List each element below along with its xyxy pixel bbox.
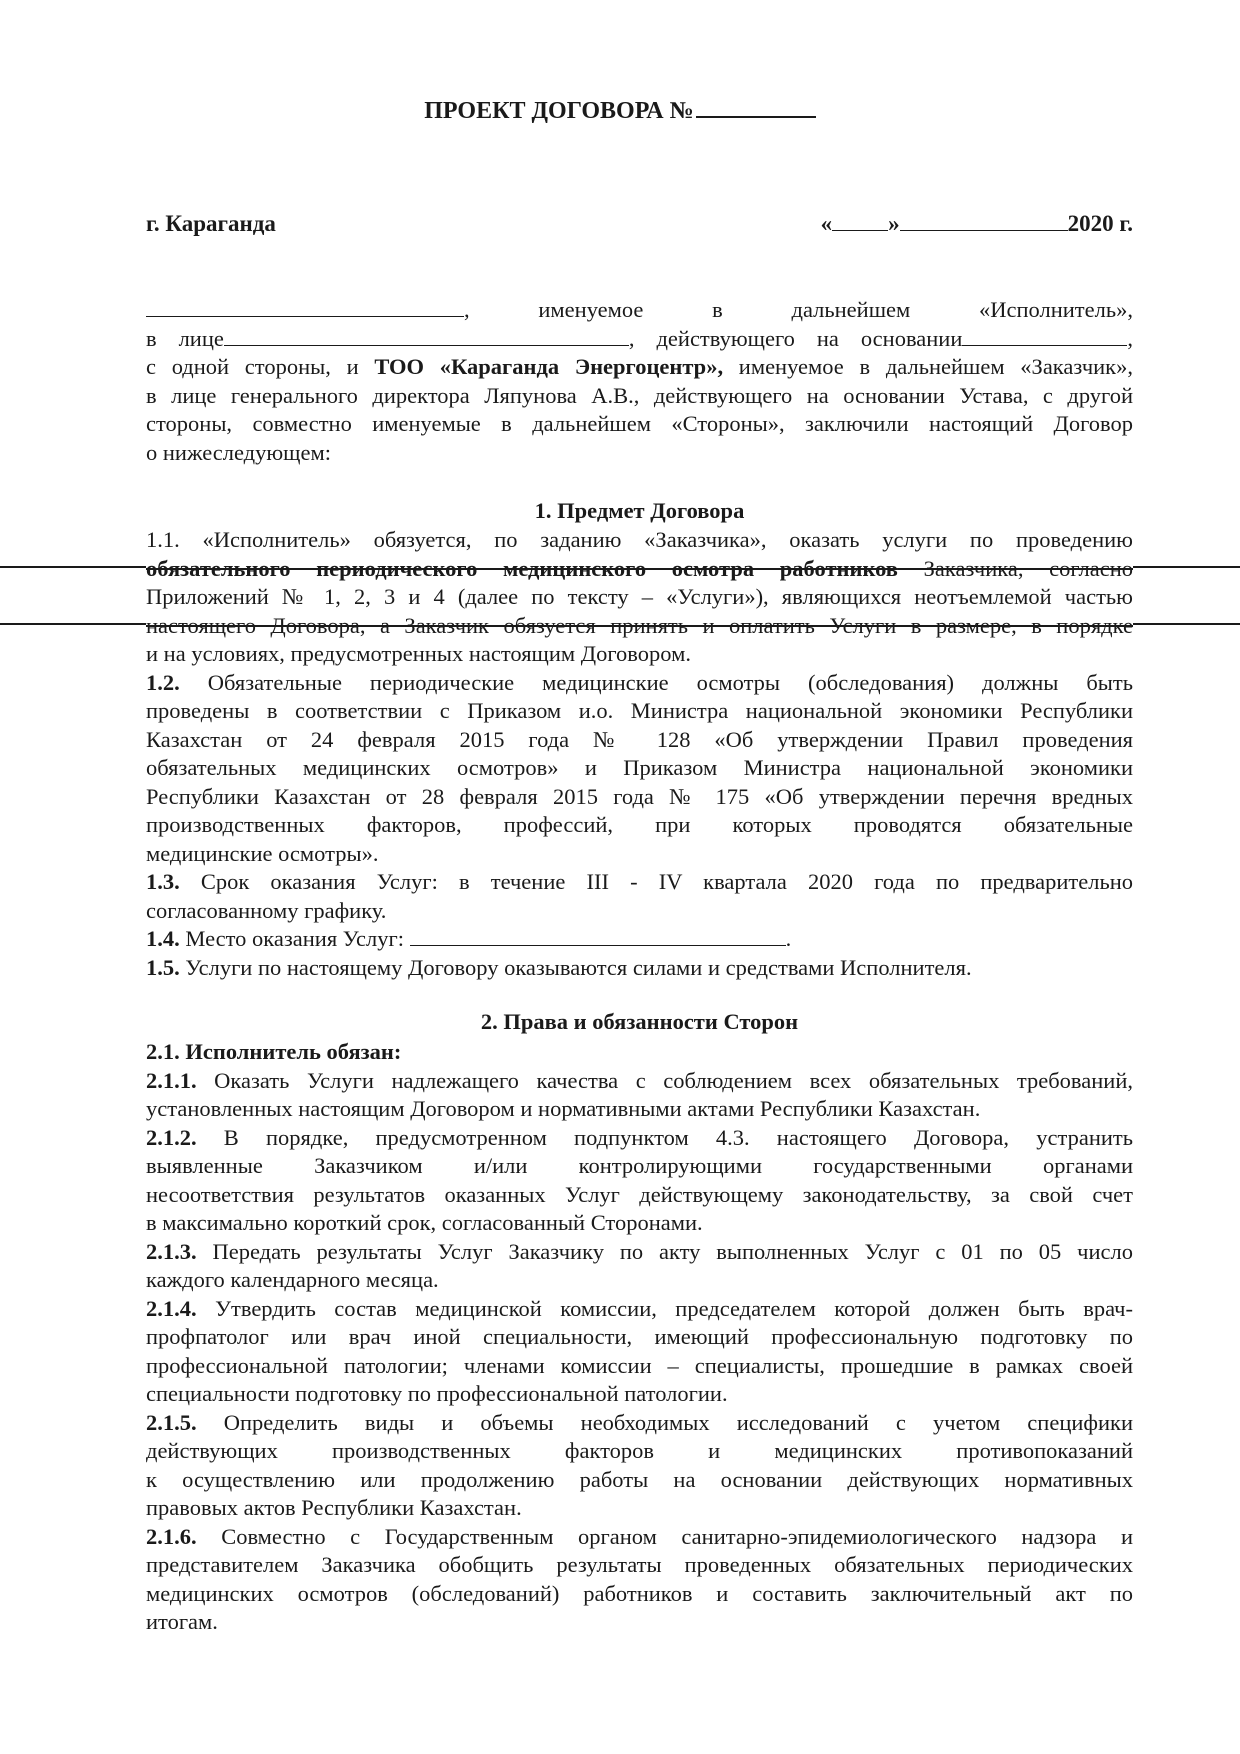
clause-2-1-3-line: каждого календарного месяца. [146, 1267, 439, 1292]
clause-2-1-6-line: представителем Заказчика обобщить результаты проведенных обязательных периодических [146, 1552, 1133, 1577]
preamble-text: , именуемое в дальнейшем «Исполнитель», [464, 297, 1133, 322]
clause-2-1-1-line: установленных настоящим Договором и нормативными актами Республики Казахстан. [146, 1096, 981, 1121]
struck-text: Заказчика, согласно [897, 555, 1133, 581]
strike-rule [0, 566, 146, 568]
clause-text: Место оказания Услуг: [179, 926, 404, 951]
representative-blank [224, 327, 629, 346]
clause-text: Услуги по настоящему Договору оказываются силами и средствами Исполнителя. [179, 954, 972, 980]
clause-1-2-line: производственных факторов, профессий, при которых проводятся обязательные [146, 812, 1133, 837]
clause-text: Утвердить состав медицинской комиссии, председателем которой должен быть врач- [196, 1295, 1133, 1321]
clause-text: . [785, 926, 792, 951]
clause-1-5 [146, 954, 1133, 983]
month-blank [900, 212, 1068, 231]
clause-1-1: 1.1. «Исполнитель» обязуется, по заданию «Заказчика», оказать услуги по проведению [146, 527, 1133, 552]
strike-rule [1133, 623, 1240, 625]
clause-text: В порядке, предусмотренном подпунктом 4.3. настоящего Договора, устранить [196, 1124, 1133, 1150]
clause-2-1-4 [146, 1295, 1133, 1324]
section-heading: 1. Предмет Договора [534, 498, 745, 523]
date-year: 2020 г. [1067, 211, 1133, 236]
clause-number: 2.1.1. [146, 1067, 197, 1093]
preamble-line [146, 296, 1133, 325]
section-1 [146, 497, 1133, 526]
clause-2-1-6-line: итогам. [146, 1609, 218, 1634]
subsection-heading: 2.1. Исполнитель обязан: [146, 1039, 402, 1064]
clause-2-1-2-line: несоответствия результатов оказанных Услуг действующему законодательству, за свой счет [146, 1181, 1133, 1207]
preamble-line: стороны, совместно именуемые в дальнейшем «Стороны», заключили настоящий Договор [146, 411, 1133, 436]
date-quote-close: » [888, 211, 900, 236]
clause-1-2-line: медицинские осмотры». [146, 840, 379, 866]
clause-1-1-line: Приложений № 1, 2, 3 и 4 (далее по тексту – «Услуги»), являющихся неотъемлемой частью [146, 584, 1133, 609]
clause-1-1-line [146, 555, 1133, 584]
preamble-text: , действующего на основании [628, 325, 963, 351]
day-blank [832, 212, 888, 231]
service-location-blank [410, 927, 786, 946]
clause-2-1-4-line: специальности подготовку по профессиональной патологии. [146, 1381, 728, 1406]
clause-1-2-line: Республики Казахстан от 28 февраля 2015 года № 175 «Об утверждении перечня вредных [146, 783, 1133, 809]
clause-1-1-line: и на условиях, предусмотренных настоящим Договором. [146, 641, 691, 666]
preamble-text: с одной стороны, и [146, 354, 375, 379]
preamble-line: в лице генерального директора Ляпунова А.В., действующего на основании Устава, с другой [146, 382, 1133, 408]
clause-1-4 [146, 925, 1133, 954]
contract-number-blank [696, 96, 816, 118]
clause-2-1-4-line: профпатолог или врач иной специальности, имеющий профессиональную подготовку по [146, 1324, 1133, 1349]
clause-text: Обязательные периодические медицинские осмотры (обследования) должны быть [179, 669, 1133, 695]
clause-1-2-line: обязательных медицинских осмотров» и Приказом Министра национальной экономики [146, 755, 1133, 780]
clause-1-2-line: Казахстан от 24 февраля 2015 года № 128 «Об утверждении Правил проведения [146, 726, 1133, 752]
section-2-body [146, 1038, 1133, 1637]
clause-2-1-5-line: правовых актов Республики Казахстан. [146, 1495, 522, 1520]
clause-number: 2.1.5. [146, 1409, 197, 1435]
clause-1-2 [146, 669, 1133, 698]
clause-1-3-line: согласованному графику. [146, 897, 387, 923]
section-2 [146, 1008, 1133, 1037]
clause-number: 2.1.4. [146, 1295, 197, 1321]
clause-1-2-line: проведены в соответствии с Приказом и.о. Министра национальной экономики Республики [146, 698, 1133, 723]
clause-number: 2.1.3. [146, 1238, 197, 1264]
clause-number: 1.2. [146, 669, 180, 695]
clause-2-1-2-line: в максимально короткий срок, согласованный Сторонами. [146, 1210, 703, 1235]
clause-2-1-4-line: профессиональной патологии; членами комиссии – специалисты, прошедшие в рамках своей [146, 1352, 1133, 1378]
clause-number: 2.1.6. [146, 1523, 197, 1549]
clause-text: Совместно с Государственным органом санитарно-эпидемиологического надзора и [196, 1523, 1133, 1549]
clause-text: Срок оказания Услуг: в течение III - IV квартала 2020 года по предварительно [179, 869, 1133, 894]
preamble-text: в лице [146, 325, 224, 351]
preamble-text: , [1127, 325, 1134, 351]
clause-number: 1.4. [146, 926, 180, 951]
clause-2-1-2-line: выявленные Заказчиком и/или контролирующими государственными органами [146, 1153, 1133, 1178]
preamble-text: именуемое в дальнейшем «Заказчик», [723, 354, 1133, 379]
strike-rule [1133, 566, 1240, 568]
subsection-2-1 [146, 1038, 1133, 1067]
preamble [146, 296, 1133, 467]
clause-2-1-3 [146, 1238, 1133, 1267]
struck-text: настоящего Договора, а Заказчик обязуется принять и оплатить Услуги в размере, в порядке [146, 612, 1133, 638]
preamble-line: о нижеследующем: [146, 439, 331, 465]
section-heading: 2. Права и обязанности Сторон [480, 1009, 799, 1034]
contract-date [821, 210, 1133, 239]
clause-2-1-1 [146, 1067, 1133, 1096]
clause-text: Передать результаты Услуг Заказчику по акту выполненных Услуг с 01 по 05 число [196, 1238, 1133, 1264]
clause-1-3 [146, 868, 1133, 897]
section-1-body [146, 526, 1133, 982]
clause-number: 1.5. [146, 954, 180, 980]
clause-2-1-5-line: к осуществлению или продолжению работы на основании действующих нормативных [146, 1466, 1133, 1492]
clause-2-1-2 [146, 1124, 1133, 1153]
struck-text: обязательного периодического медицинского осмотра работников [146, 555, 898, 581]
executor-name-blank [146, 298, 464, 317]
clause-text: Определить виды и объемы необходимых исследований с учетом специфики [196, 1409, 1133, 1435]
preamble-line [146, 353, 1133, 382]
document-title [0, 96, 1240, 126]
clause-number: 2.1.2. [146, 1124, 197, 1150]
date-quote-open: « [820, 211, 833, 236]
clause-number: 1.3. [146, 869, 180, 894]
clause-2-1-5-line: действующих производственных факторов и медицинских противопоказаний [146, 1438, 1133, 1463]
clause-2-1-5 [146, 1409, 1133, 1438]
basis-blank [962, 327, 1127, 346]
clause-text: Оказать Услуги надлежащего качества с соблюдением всех обязательных требований, [196, 1067, 1133, 1093]
customer-name: ТОО «Караганда Энергоцентр», [374, 354, 724, 379]
strike-rule [0, 623, 146, 625]
preamble-line [146, 325, 1133, 354]
title-text: ПРОЕКТ ДОГОВОРА № [424, 98, 694, 124]
city: г. Караганда [146, 211, 276, 236]
clause-2-1-6 [146, 1523, 1133, 1552]
clause-2-1-6-line: медицинских осмотров (обследований) работников и составить заключительный акт по [146, 1580, 1133, 1606]
